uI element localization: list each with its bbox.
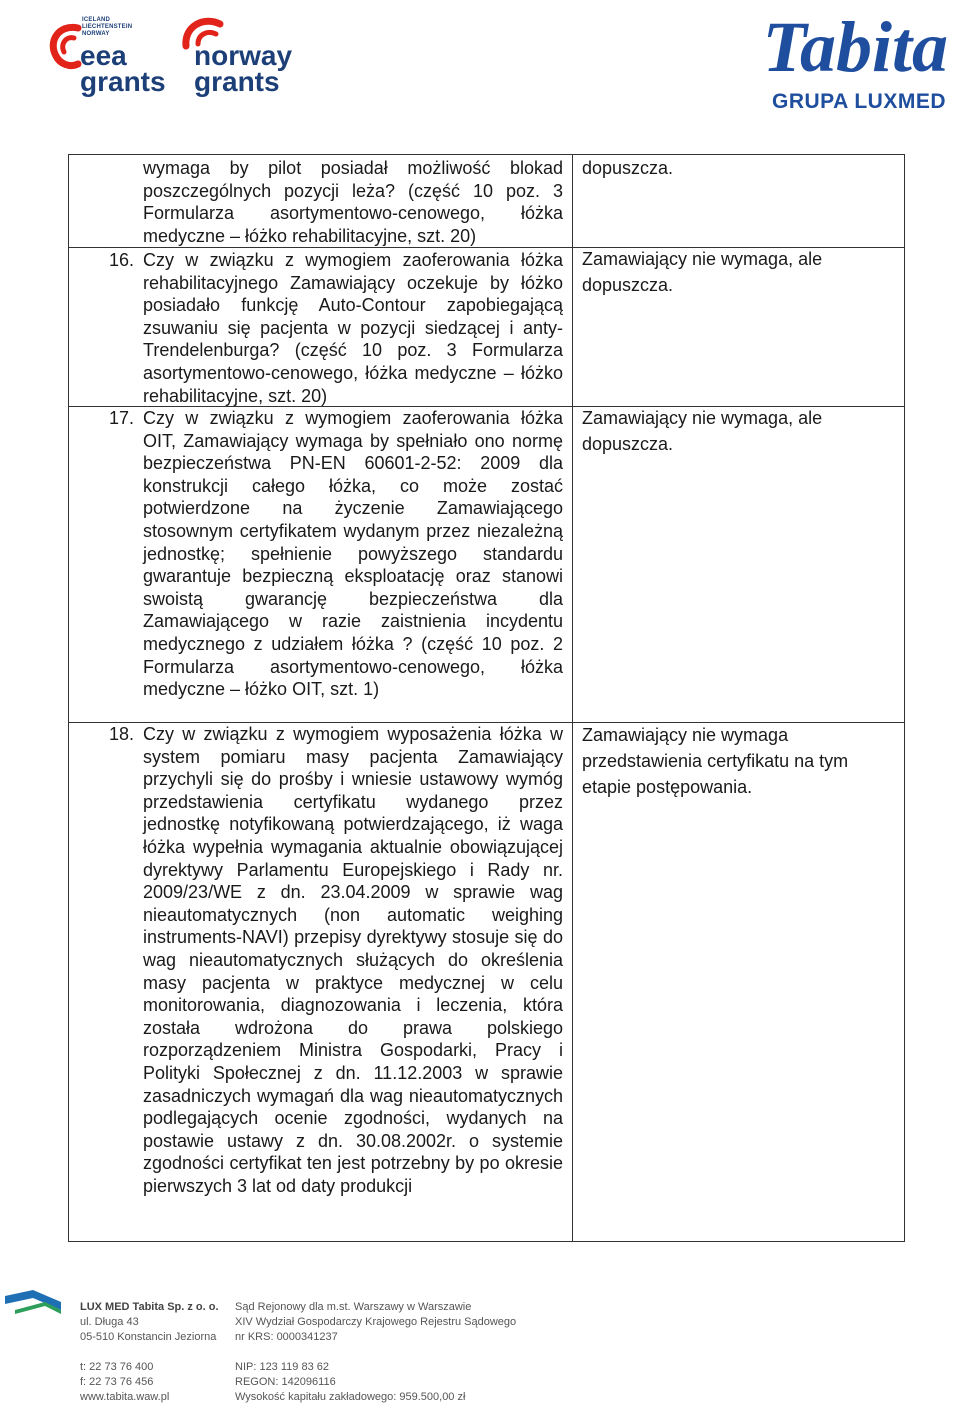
footer-company: LUX MED Tabita Sp. z o. o.: [80, 1301, 219, 1313]
column-divider: [572, 155, 573, 1241]
footer-nip: NIP: 123 119 83 62: [235, 1361, 329, 1373]
answer-text: Zamawiający nie wymaga, ale dopuszcza.: [582, 408, 823, 454]
footer-court: Sąd Rejonowy dla m.st. Warszawy w Warszawie: [235, 1301, 472, 1313]
norway-grants-logo: [180, 16, 310, 97]
questions-answers-table: [68, 154, 905, 1242]
question-number: 16.: [109, 250, 135, 270]
footer-address: [80, 1300, 219, 1345]
tabita-logo: [758, 2, 954, 120]
footer-street: ul. Długa 43: [80, 1316, 139, 1328]
answer-text: dopuszcza.: [582, 158, 674, 178]
grupa-luxmed-label: GRUPA LUXMED: [772, 90, 946, 113]
question-number: 18.: [109, 724, 135, 744]
footer-registry: [235, 1300, 516, 1345]
question-text: Czy w związku z wymogiem zaoferowania łóżka OIT, Zamawiający wymaga by spełniało ono normę bezpieczeństwa PN-EN 60601-2-52: 2009 dla konstrukcji całego łóżka, co może zostać potwierdzone na życzenie Zamawiającego stosownym certyfikatem wydanym przez niezależną jednostkę; spełnienie powyższego standardu gwarantuje bezpieczną eksploatację oraz stanowi swoistą gwarancję bezpieczeństwa dla Zamawiającego w razie zaistnienia incydentu medycznego z udziałem łóżka ? (część 10 poz. 2 Formularza asortymentowo-cenowego, łóżka medyczne – łóżko OIT, szt. 1): [143, 408, 563, 700]
eea-grants-logo: [48, 16, 188, 97]
footer-website[interactable]: www.tabita.waw.pl: [80, 1391, 170, 1403]
eea-swirl-icon: [48, 22, 84, 72]
footer-city: 05-510 Konstancin Jeziorna: [80, 1331, 217, 1343]
question-number: 17.: [109, 408, 135, 428]
norway-grants-word: grants: [194, 66, 280, 97]
footer-contact: [80, 1360, 169, 1405]
footer-regon: REGON: 142096116: [235, 1376, 336, 1388]
footer-wave-icon: [5, 1288, 61, 1318]
footer-fax: f: 22 73 76 456: [80, 1376, 154, 1388]
eea-countries: ICELAND LIECHTENSTEIN NORWAY: [82, 17, 133, 37]
footer-capital: Wysokość kapitału zakładowego: 959.500,00 zł: [235, 1391, 466, 1403]
footer-court-division: XIV Wydział Gospodarczy Krajowego Rejestru Sądowego: [235, 1316, 517, 1328]
question-text: wymaga by pilot posiadał możliwość blokad poszczególnych pozycji leża? (część 10 poz. 3 Formularza asortymentowo-cenowego, łóżka medyczne – łóżko rehabilitacyjne, szt. 20): [143, 158, 563, 246]
norway-word: norway: [194, 40, 293, 71]
answer-text: Zamawiający nie wymaga przedstawienia certyfikatu na tym etapie postępowania.: [582, 725, 849, 797]
footer-tax: [235, 1360, 465, 1405]
footer-phone: t: 22 73 76 400: [80, 1361, 154, 1373]
question-text: Czy w związku z wymogiem wyposażenia łóżka w system pomiaru masy pacjenta Zamawiający przychyli się do prośby i wniesie ustawowy wymóg przedstawienia certyfikatu wydanego przez jednostkę notyfikowaną potwierdzającego, iż waga łóżka wypełnia wymagania aktualnie obowiązującej dyrektywy Parlamentu Europejskiego i Rady nr. 2009/23/WE z dn. 23.04.2009 w sprawie wag nieautomatycznych (non automatic weighing instruments-NAVI) przepisy dyrektywy stosuje się do wag nieautomatycznych służących do określenia masy pacjenta w praktyce medycznej w celu monitorowania, diagnozowania i leczenia, która została wdrożona do prawa polskiego rozporządzeniem Ministra Gospodarki, Pracy i Polityki Społecznej z dn. 11.12.2003 w sprawie zasadniczych wymagań dla wag nieautomatycznych podlegających ocenie zgodności, wydanych na postawie ustawy z dn. 30.08.2002r. o systemie zgodności certyfikat ten jest potrzebny by po okresie pierwszych 3 lat od daty produkcji: [143, 724, 563, 1196]
eea-word: eea: [80, 40, 127, 71]
tabita-wordmark: Tabita: [762, 7, 948, 87]
answer-text: Zamawiający nie wymaga, ale dopuszcza.: [582, 249, 823, 295]
question-text: Czy w związku z wymogiem zaoferowania łóżka rehabilitacyjnego Zamawiający oczekuje by łóżko posiadało funkcję Auto-Contour zapobiegającą zsuwaniu się pacjenta w pozycji siedzącej i anty-Trendelenburga? (część 10 poz. 3 Formularza asortymentowo-cenowego, łóżka medyczne – łóżko rehabilitacyjne, szt. 20): [143, 250, 563, 406]
eea-grants-word: grants: [80, 66, 166, 97]
footer-krs: nr KRS: 0000341237: [235, 1331, 338, 1343]
